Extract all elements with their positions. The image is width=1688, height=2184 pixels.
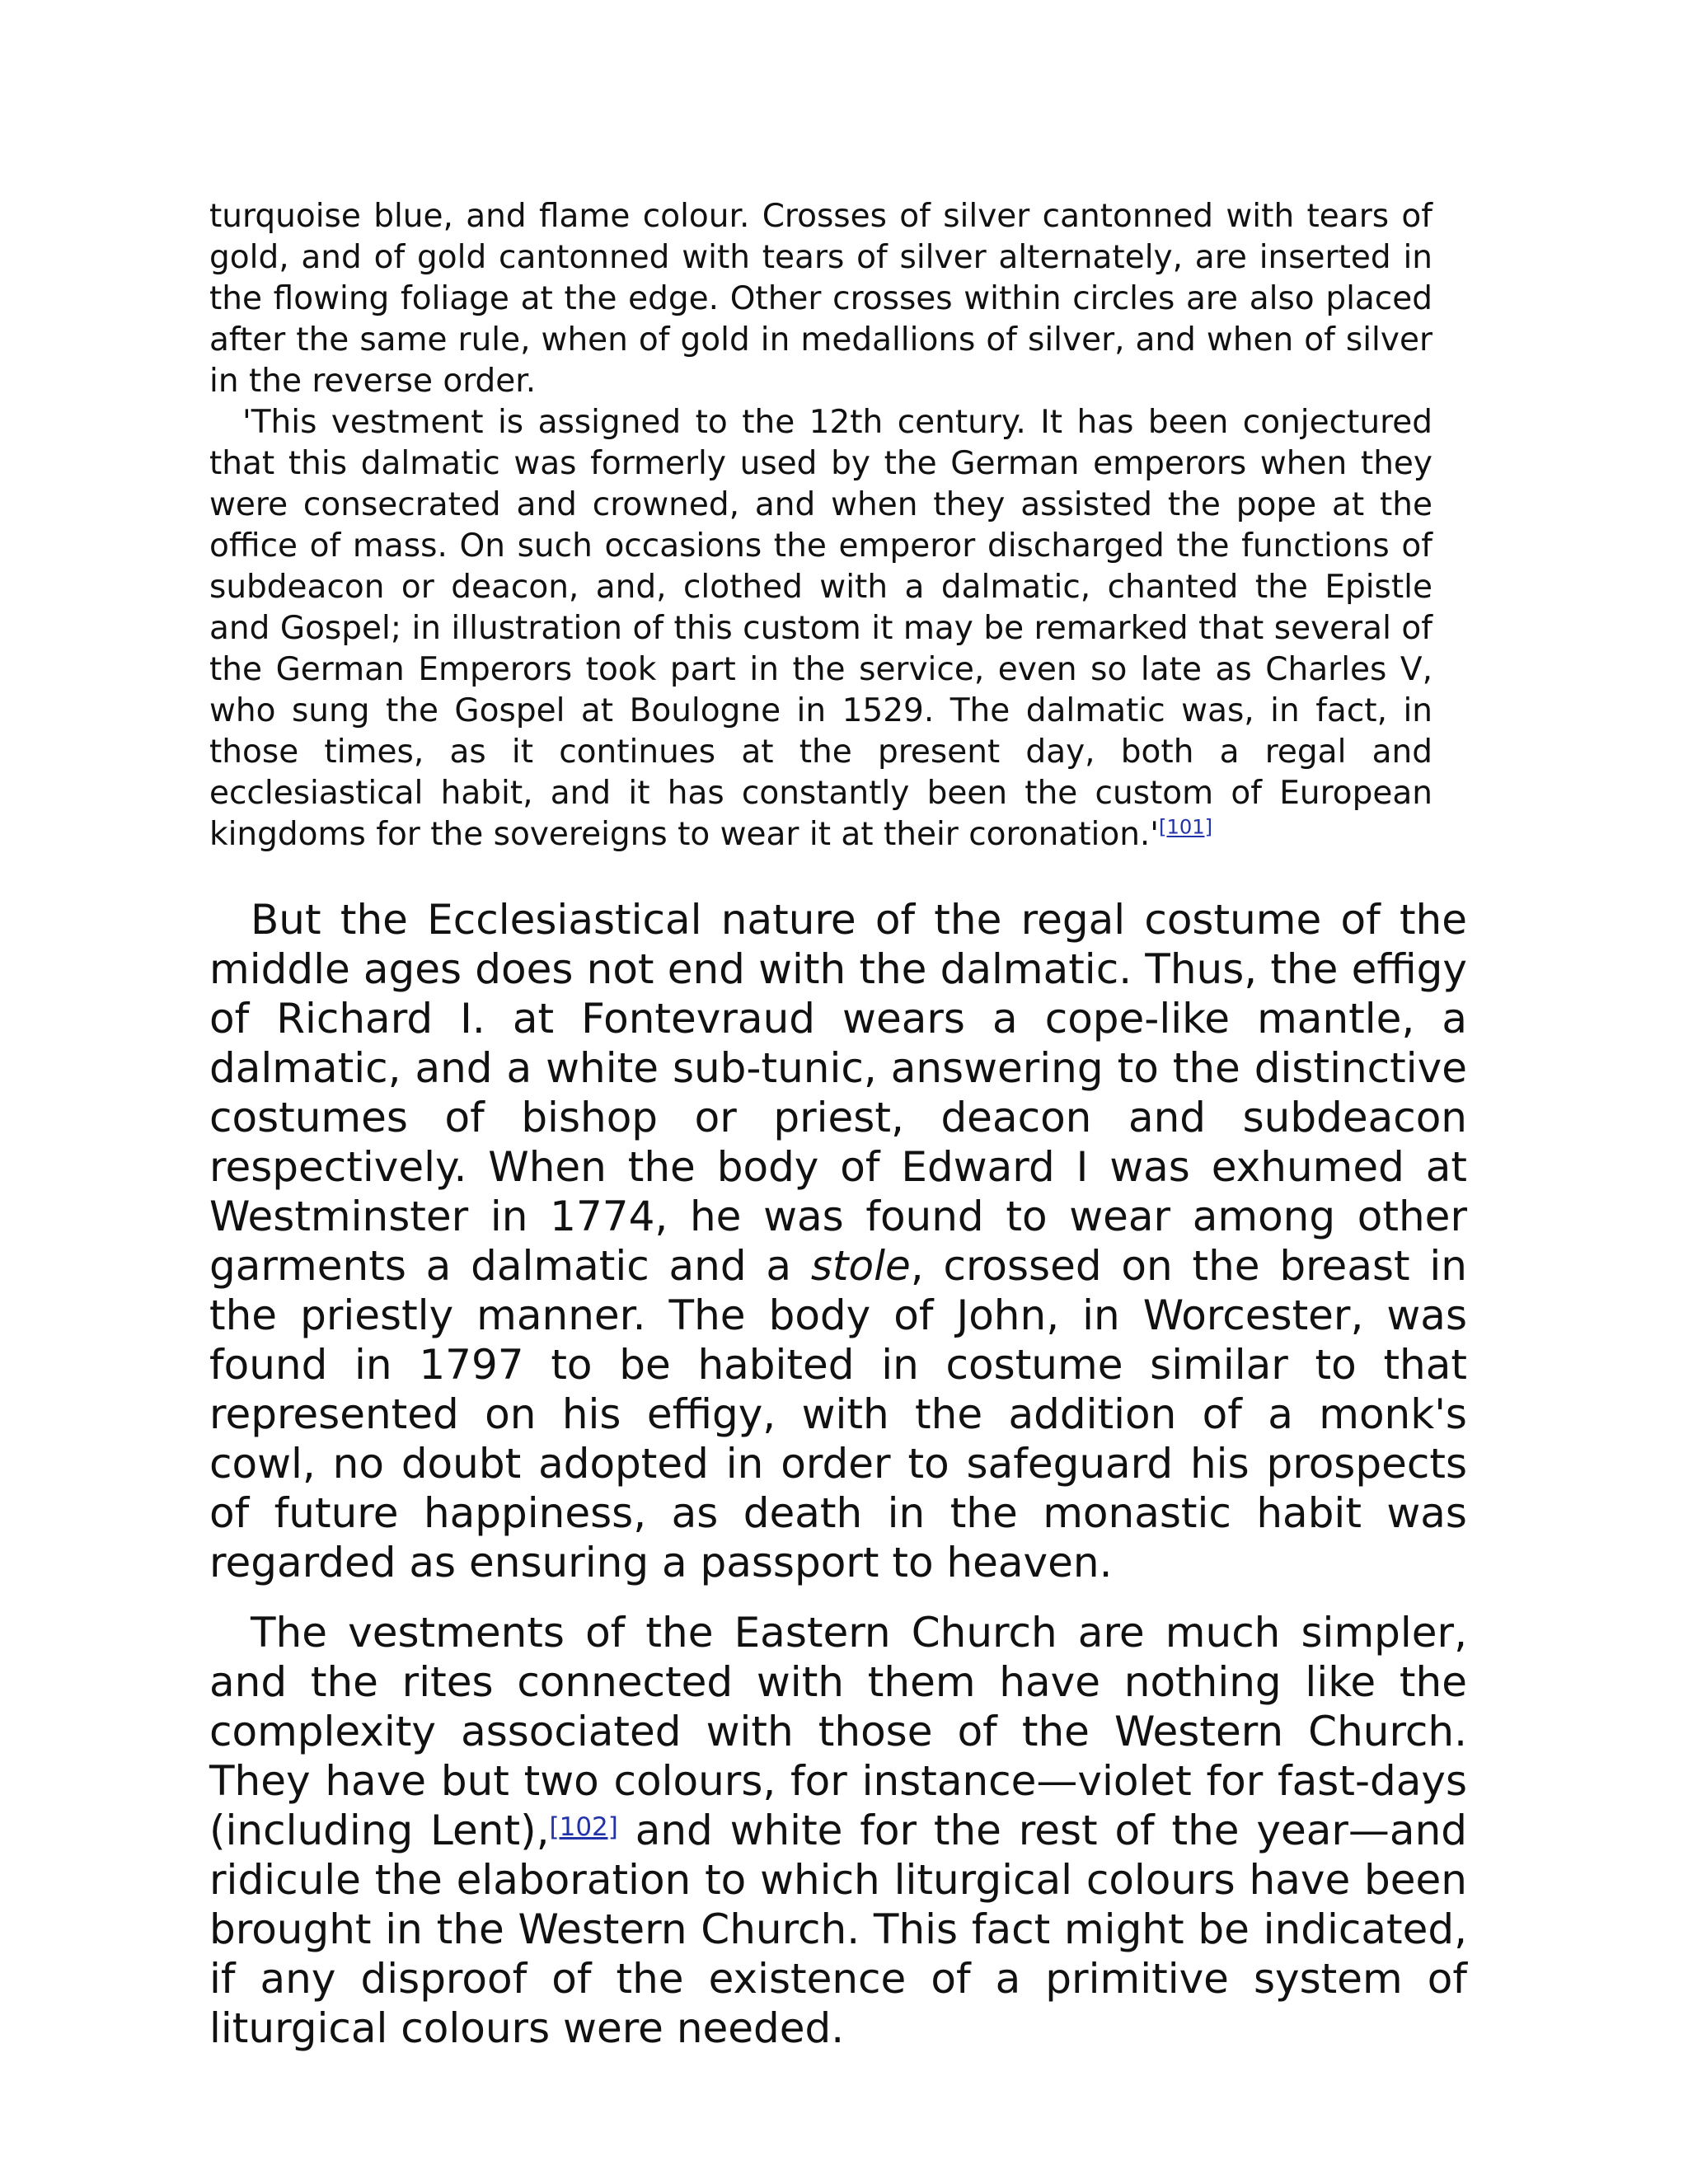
body-paragraph-2-text-a: The vestments of the Eastern Church are much simpler, and the rites connected with them have nothing like the complexity associated with those of the Western Church. They have but two colours, for instance—violet for fast-days (including Lent), <box>209 1609 1467 1854</box>
body-paragraph-2-text-b: and white for the rest of the year—and ridicule the elaboration to which liturgical colours have been brought in the Western Church. This fact might be indicated, if any disproof of the existence of a primitive system of liturgical colours were needed. <box>209 1807 1468 2052</box>
quote-paragraph-2-text: 'This vestment is assigned to the 12th century. It has been conjectured that this dalmatic was formerly used by the German emperors when they were consecrated and crowned, and when they assisted the pope at the office of mass. On such occasions the emperor discharged the functions of subdeacon or deacon, and, clothed with a dalmatic, chanted the Epistle and Gospel; in illustration of this custom it may be remarked that several of the German Emperors took part in the service, even so late as Charles V, who sung the Gospel at Boulogne in 1529. The dalmatic was, in fact, in those times, as it continues at the present day, both a regal and ecclesiastical habit, and it has constantly been the custom of European kingdoms for the sovereigns to wear it at their coronation.' <box>209 404 1432 853</box>
quote-paragraph-1-text: turquoise blue, and flame colour. Crosses of silver cantonned with tears of gold, and of gold cantonned with tears of silver alternately, are inserted in the flowing foliage at the edge. Other crosses within circles are also placed after the same rule, when of gold in medallions of silver, and when of silver in the reverse order. <box>209 198 1432 400</box>
footnote-101-marker <box>1159 816 1212 839</box>
quote-paragraph-2 <box>209 402 1432 855</box>
body-paragraph-1-text-a: But the Ecclesiastical nature of the regal costume of the middle ages does not end with the dalmatic. Thus, the effigy of Richard I. at Fontevraud wears a cope-like mantle, a dalmatic, and a white sub-tunic, answering to the distinctive costumes of bishop or priest, deacon and subdeacon respectively. When the body of Edward I was exhumed at Westminster in 1774, he was found to wear among other garments a dalmatic and a <box>209 896 1467 1290</box>
footnote-101-link[interactable]: [101] <box>1159 815 1213 839</box>
body-paragraph-2 <box>209 1608 1467 2053</box>
footnote-102-marker <box>550 1812 618 1842</box>
body-paragraph-1-text-b: , crossed on the breast in the priestly manner. The body of John, in Worcester, was found in 1797 to be habited in costume similar to that represented on his effigy, with the addition of a monk's cowl, no doubt adopted in order to safeguard his prospects of future happiness, as death in the monastic habit was regarded as ensuring a passport to heaven. <box>209 1242 1467 1586</box>
quote-paragraph-1 <box>209 196 1432 402</box>
emphasis-stole: stole <box>810 1242 911 1290</box>
main-text <box>209 895 1467 2074</box>
footnote-102-link[interactable]: [102] <box>549 1812 618 1843</box>
body-paragraph-1 <box>209 895 1467 1587</box>
block-quote <box>209 196 1432 855</box>
